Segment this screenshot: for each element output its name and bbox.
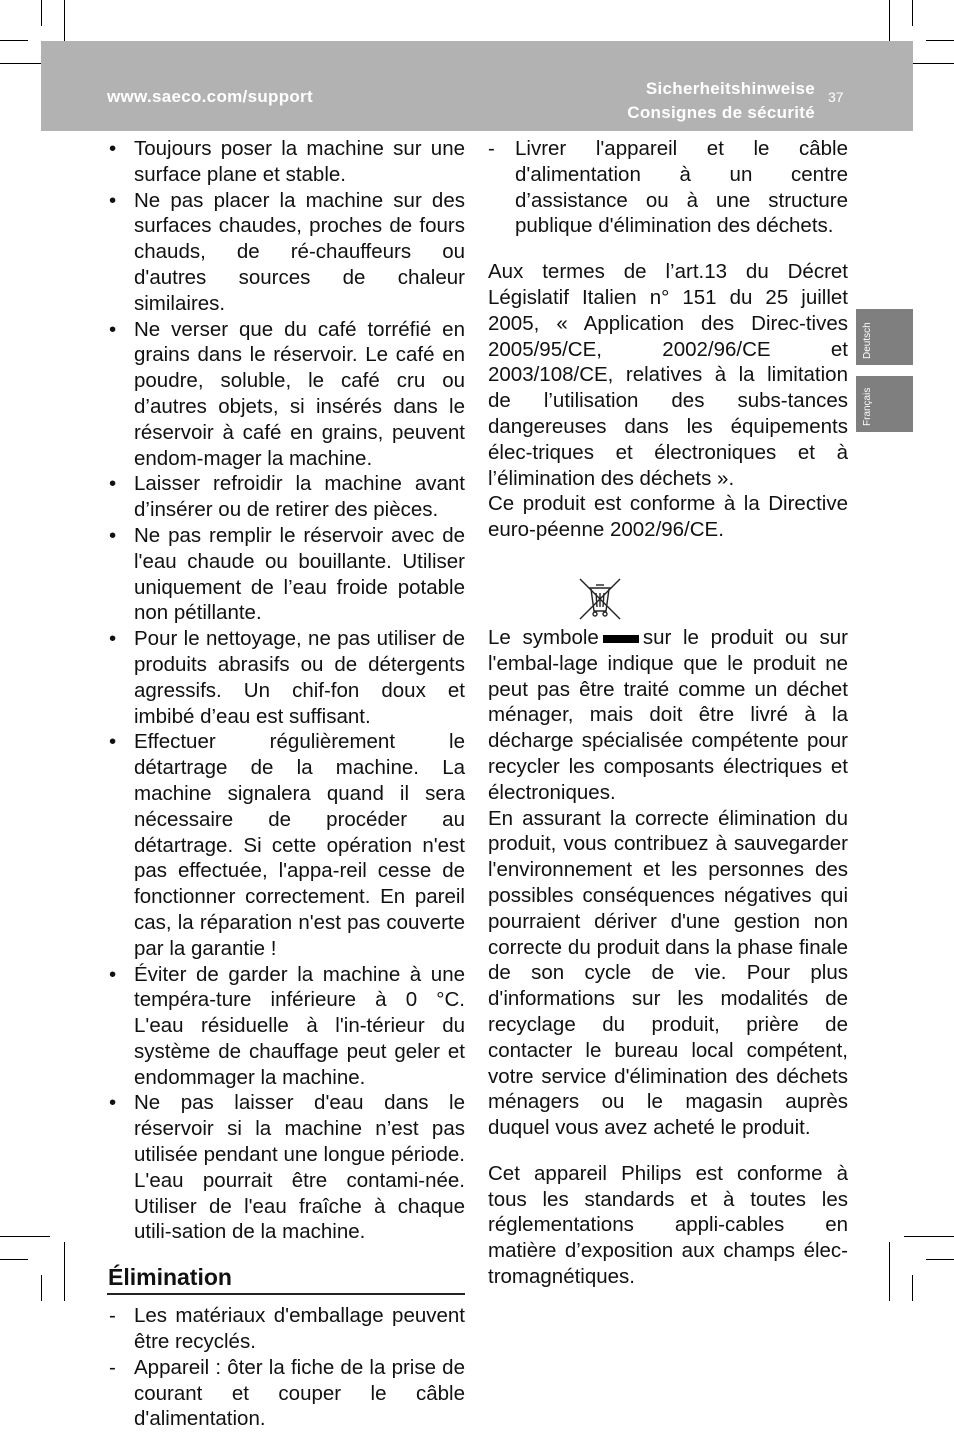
symbol-paragraph [488, 625, 848, 806]
bullet-marker: • [109, 1091, 117, 1115]
bullet-marker: • [109, 188, 117, 212]
list-item-text: Les matériaux d'emballage peuvent être recyclés. [134, 1304, 465, 1354]
legal-paragraph: Aux termes de l’art.13 du Décret Législatif Italien n° 151 du 25 juillet 2005, « Application des Direc-tives 2005/95/CE, 2002/96/CE et 2003/108/CE, relatives à la limitation de l’utilisation des subs-tances dangereuses dans les équipements élec-triques et électroniques et à l’élimination des déchets ». [488, 260, 848, 490]
list-item [107, 136, 465, 188]
support-url[interactable]: www.saeco.com/support [107, 87, 313, 106]
bullet-marker: • [109, 317, 117, 341]
crop-mark [41, 1275, 42, 1301]
crop-mark [41, 0, 42, 26]
dash-marker: - [109, 1355, 116, 1379]
list-item-text: Pour le nettoyage, ne pas utiliser de produits abrasifs ou de détergents agressifs. Un chif-fon doux et imbibé d’eau est suffisant. [134, 627, 465, 728]
list-item-text: Éviter de garder la machine à une tempéra-ture inférieure à 0 °C. L'eau résiduelle à l'in-térieur du système de chauffage peut geler et endommager la machine. [134, 962, 465, 1089]
list-item [107, 729, 465, 961]
list-item [107, 1303, 465, 1355]
side-tab-deutsch [856, 309, 913, 365]
crop-mark [926, 40, 954, 41]
crop-mark [889, 1242, 890, 1301]
list-item-text: Ne pas laisser d'eau dans le réservoir si la machine n’est pas utilisée pendant une longue période. L'eau pourrait être contami-née. Utiliser de l'eau fraîche à chaque utili-sation de la machine. [134, 1091, 465, 1244]
bullet-marker: • [109, 523, 117, 547]
right-column [488, 136, 848, 1290]
list-item [107, 626, 465, 729]
bullet-marker: • [109, 627, 117, 651]
list-item-text: Effectuer régulièrement le détartrage de la machine. La machine signalera quand il sera nécessaire de procéder au détartrage. Si cette opération n'est pas effectuée, l'appa-reil cesse de fonctionner correctement. En pareil cas, la réparation n'est pas couverte par la garantie ! [134, 730, 465, 960]
list-item [107, 471, 465, 523]
crop-mark [64, 1242, 65, 1301]
list-item-text: Appareil : ôter la fiche de la prise de courant et couper le câble d'alimentation. [134, 1355, 465, 1431]
section-title-fr: Consignes de sécurité [627, 103, 815, 122]
list-item-text: Toujours poser la machine sur une surface plane et stable. [134, 137, 465, 186]
bullet-marker: • [109, 962, 117, 986]
list-item [488, 136, 848, 239]
crop-mark [926, 1259, 954, 1260]
side-tab-label: Français [862, 387, 873, 426]
section-title-de: Sicherheitshinweise [645, 79, 815, 98]
list-item-text: Ne pas placer la machine sur des surfaces chaudes, proches de fours chauds, de ré-chauffeurs ou d'autres sources de chaleur similaires. [134, 188, 465, 315]
page-number: 37 [828, 89, 844, 105]
list-item [107, 1090, 465, 1245]
bullet-marker: • [109, 472, 117, 496]
dash-marker: - [488, 137, 495, 160]
section-heading-elimination: Élimination [107, 1263, 465, 1295]
crop-mark [0, 1259, 28, 1260]
left-column [107, 136, 465, 1432]
crop-mark [912, 0, 913, 26]
list-item [107, 317, 465, 472]
dash-marker: - [109, 1304, 116, 1328]
list-item [107, 1355, 465, 1432]
list-item-text: Ne pas remplir le réservoir avec de l'eau chaude ou bouillante. Utiliser uniquement de l’eau froide potable non pétillante. [134, 523, 465, 625]
page-header [41, 41, 913, 131]
crop-mark [904, 1236, 954, 1237]
crop-mark [912, 1275, 913, 1301]
crop-mark [0, 40, 28, 41]
side-tab-francais [856, 376, 913, 432]
symbol-text-after: sur le produit ou sur l'embal-lage indique que le produit ne peut pas être traité comme un déchet ménager, mais doit être livré à la décharge spécialisée compétente pour recycler les composants électriques et électroniques. [488, 625, 848, 804]
bullet-marker: • [109, 730, 117, 754]
list-item-text: Ne verser que du café torréfié en grains dans le réservoir. Le café en poudre, soluble, le café cru ou d’autres objets, si insérés dans le réservoir à café en grains, peuvent endom-mager la machine. [134, 317, 465, 470]
list-item-text: Laisser refroidir la machine avant d’insérer ou de retirer des pièces. [134, 472, 465, 522]
list-item [107, 188, 465, 317]
bullet-marker: • [109, 137, 117, 160]
list-item-text: Livrer l'appareil et le câble d'alimentation à un centre d’assistance ou à une structure publique d'élimination des déchets. [515, 137, 848, 238]
crossed-out-wheeled-bin-icon [576, 575, 624, 623]
list-item [107, 962, 465, 1091]
list-item [107, 523, 465, 626]
symbol-text-before: Le symbole [488, 625, 599, 649]
emf-paragraph: Cet appareil Philips est conforme à tous les standards et à toutes les réglementations appli-cables en matière d’exposition aux champs élec-tromagnétiques. [488, 1161, 848, 1289]
directive-paragraph: Ce produit est conforme à la Directive euro-péenne 2002/96/CE. [488, 492, 848, 542]
environment-paragraph: En assurant la correcte élimination du produit, vous contribuez à sauvegarder l'environnement et les personnes des possibles conséquences négatives qui pourraient dériver d'une gestion non correcte du produit dans la phase finale de son cycle de vie. Pour plus d'informations sur les modalités de recyclage du produit, prière de contacter le bureau local compétent, votre service d'élimination des déchets ménagers ou le magasin auprès duquel vous avez acheté le produit. [488, 806, 848, 1140]
crop-mark [0, 1236, 50, 1237]
side-tab-label: Deutsch [862, 322, 873, 359]
black-bar-symbol [603, 635, 639, 643]
